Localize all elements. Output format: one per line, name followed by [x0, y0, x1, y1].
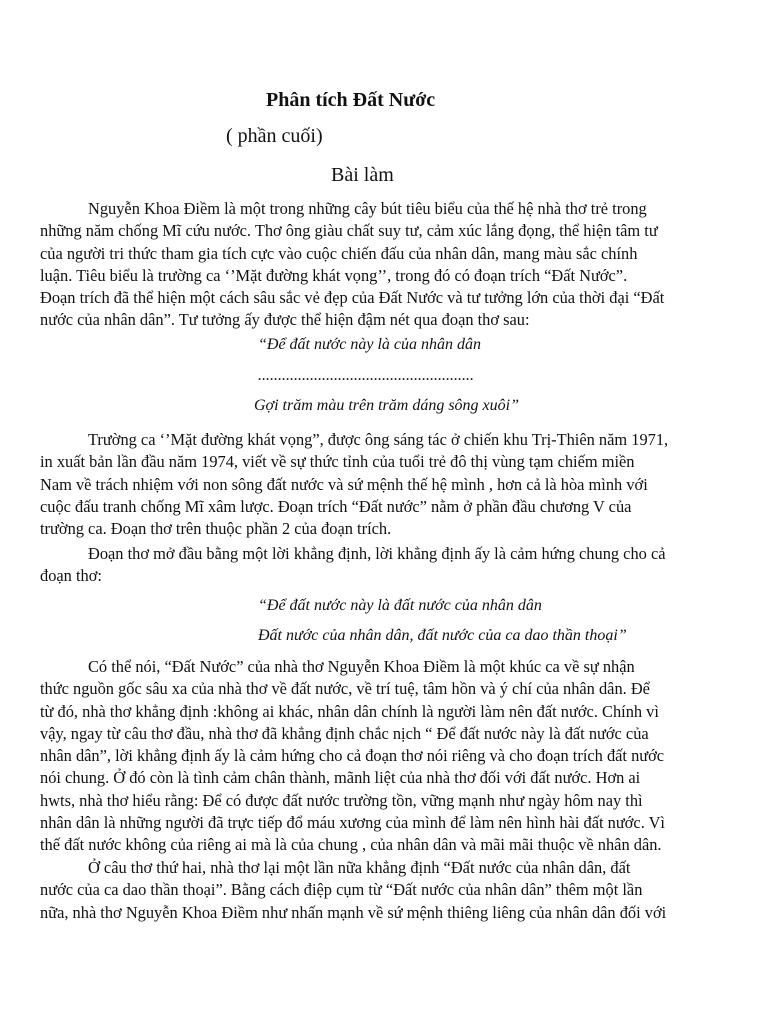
paragraph-opening — [40, 543, 740, 588]
paragraph-analysis — [40, 656, 740, 857]
text-line: đoạn thơ: — [40, 566, 102, 586]
text-line: nhân dân là những người đã trực tiếp đổ máu xương của mình để làm nên hình hài đất nước. Vì — [40, 813, 665, 833]
verse-ellipsis: ...................................................... — [258, 367, 474, 384]
verse-line: “Để đất nước này là của nhân dân — [258, 336, 482, 353]
text-line: trường ca. Đoạn thơ trên thuộc phần 2 của đoạn trích. — [40, 519, 392, 539]
text-line: luận. Tiêu biểu là trường ca ‘’Mặt đường khát vọng’’, trong đó có đoạn trích “Đất Nước”. — [40, 265, 628, 285]
text-line: nói chung. Ở đó còn là tình cảm chân thành, mãnh liệt của nhà thơ đối với đất nước. Hơn ai — [40, 768, 641, 788]
text-line: từ đó, nhà thơ khẳng định :không ai khác, nhân dân chính là người làm nên đất nước. Chính vì — [40, 701, 659, 721]
text-line: Đoạn thơ mở đầu bằng một lời khẳng định, lời khẳng định ấy là cảm hứng chung cho cả — [88, 544, 666, 563]
paragraph-second-verse — [40, 857, 740, 924]
document-title: Phân tích Đất Nước — [266, 89, 436, 111]
text-line: Nam về trách nhiệm với non sông đất nước và sứ mệnh thế hệ mình , hơn cả là hòa mình với — [40, 474, 648, 494]
text-line: thức nguồn gốc sâu xa của nhà thơ về đất nước, về trí tuệ, tâm hồn và ý chí của nhân dân. Để — [40, 679, 650, 699]
text-line: nữa, nhà thơ Nguyễn Khoa Điềm như nhấn mạnh về sứ mệnh thiêng liêng của nhân dân đối với — [40, 902, 667, 922]
verse-line: “Để đất nước này là đất nước của nhân dân — [258, 597, 542, 614]
text-line: in xuất bản lần đầu năm 1974, viết về sự thức tỉnh của tuổi trẻ đô thị vùng tạm chiếm miền — [40, 452, 635, 472]
text-line: Trường ca ‘’Mặt đường khát vọng”, được ông sáng tác ở chiến khu Trị-Thiên năm 1971, — [88, 430, 669, 449]
section-heading: Bài làm — [331, 164, 394, 186]
text-line: Ở câu thơ thứ hai, nhà thơ lại một lần nữa khẳng định “Đất nước của nhân dân, đất — [88, 858, 631, 877]
text-line: của người tri thức tham gia tích cực vào cuộc chiến đấu của nhân dân, mang màu sắc chính — [40, 243, 638, 263]
document-subtitle: ( phần cuối) — [226, 125, 323, 147]
paragraph-intro — [40, 198, 740, 332]
text-line: hwts, nhà thơ hiểu rằng: Để có được đất nước trường tồn, vững mạnh như ngày hôm nay thì — [40, 790, 643, 810]
paragraph-context — [40, 429, 740, 540]
text-line: nước của ca dao thần thoại”. Bằng cách điệp cụm từ “Đất nước của nhân dân” thêm một lần — [40, 880, 643, 900]
text-line: Có thể nói, “Đất Nước” của nhà thơ Nguyễn Khoa Điềm là một khúc ca về sự nhận — [88, 657, 635, 676]
verse-line: Gợi trăm màu trên trăm dáng sông xuôi” — [254, 397, 519, 414]
text-line: nhân dân”, lời khẳng định ấy là cảm hứng cho cả đoạn thơ nói riêng và cho đoạn trích đất nước — [40, 746, 665, 766]
text-line: cuộc đấu tranh chống Mĩ xâm lược. Đoạn trích “Đất nước” nằm ở phần đầu chương V của — [40, 496, 632, 516]
text-line: những năm chống Mĩ cứu nước. Thơ ông giàu chất suy tư, cảm xúc lắng đọng, thể hiện tâm tư — [40, 221, 658, 241]
text-line: Đoạn trích đã thể hiện một cách sâu sắc vẻ đẹp của Đất Nước và tư tưởng lớn của thời đại “Đất — [40, 288, 665, 308]
text-line: vậy, ngay từ câu thơ đầu, nhà thơ đã khẳng định chắc nịch “ Để đất nước này là đất nước của — [40, 723, 649, 743]
text-line: nước của nhân dân”. Tư tưởng ấy được thể hiện đậm nét qua đoạn thơ sau: — [40, 310, 530, 330]
text-line: thế đất nước không của riêng ai mà là của chung , của nhân dân và mãi mãi thuộc về nhân dân. — [40, 835, 662, 855]
text-line: Nguyễn Khoa Điềm là một trong những cây bút tiêu biểu của thế hệ nhà thơ trẻ trong — [88, 199, 647, 218]
verse-line: Đất nước của nhân dân, đất nước của ca dao thần thoại” — [258, 627, 627, 644]
